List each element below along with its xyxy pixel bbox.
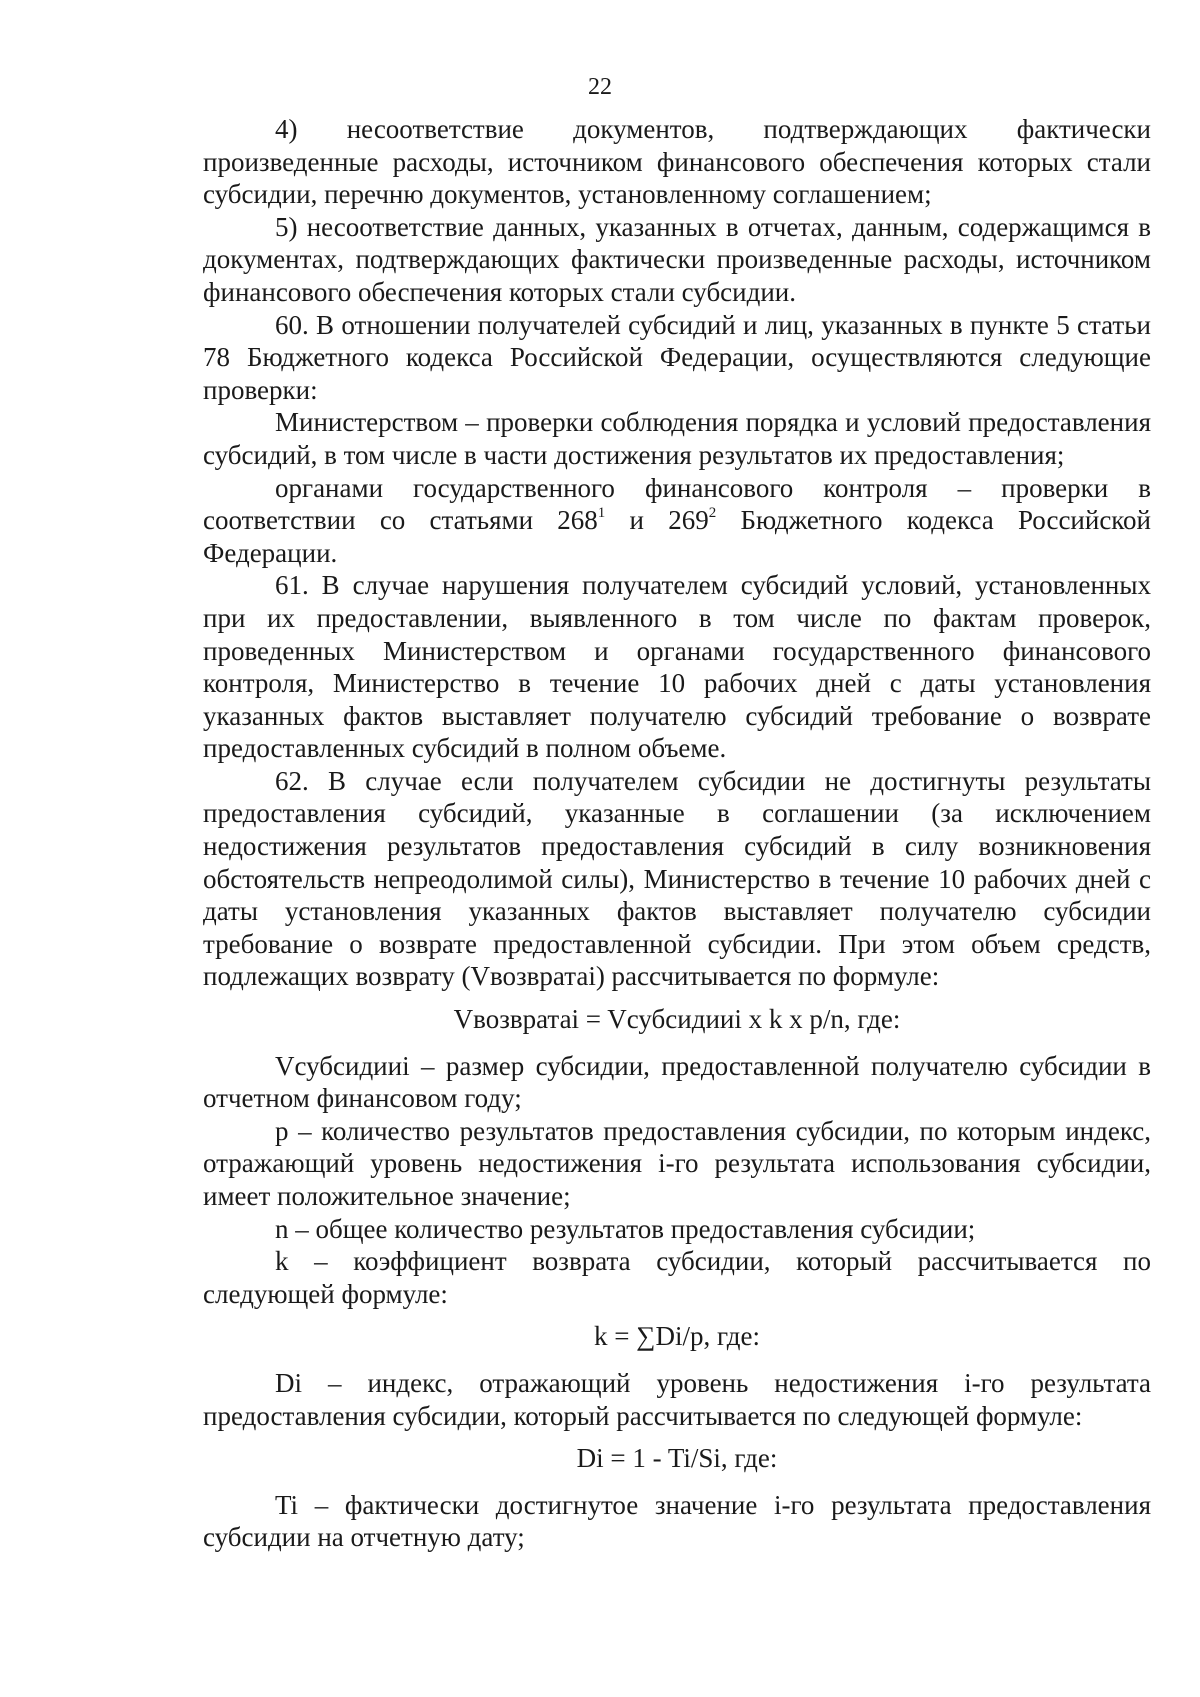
- definition-ti: Ti – фактически достигнутое значение i-го результата предоставления субсидии на отчетную дату;: [203, 1489, 1151, 1553]
- control-checks-text-3: Бюджетного кодекса Российской Федерации.: [203, 505, 1152, 568]
- formula-di: Di = 1 - Ti/Si, где:: [576, 1443, 778, 1474]
- definition-di: Di – индекс, отражающий уровень недостижения i-го результата предоставления субсидии, который рассчитывается по следующей формуле:: [203, 1367, 1151, 1431]
- paragraph-clause-60: 60. В отношении получателей субсидий и лиц, указанных в пункте 5 статьи 78 Бюджетного кодекса Российской Федерации, осуществляются следующие проверки:: [203, 309, 1151, 405]
- paragraph-item-4: 4) несоответствие документов, подтверждающих фактически произведенные расходы, источником финансового обеспечения которых стали субсидии, перечню документов, установленному соглашением;: [203, 114, 1151, 210]
- definition-v-subsidy: Vсубсидииi – размер субсидии, предоставленной получателю субсидии в отчетном финансовом году;: [203, 1050, 1151, 1114]
- definition-k: k – коэффициент возврата субсидии, который рассчитывается по следующей формуле:: [203, 1246, 1151, 1309]
- definition-p: p – количество результатов предоставления субсидии, по которым индекс, отражающий уровень недостижения i-го результата использования субсидии, имеет положительное значение;: [203, 1115, 1151, 1211]
- paragraph-ministry-checks: Министерством – проверки соблюдения порядка и условий предоставления субсидий, в том числе в части достижения результатов их предоставления;: [203, 407, 1151, 470]
- formula-k: k = ∑Di/p, где:: [594, 1321, 760, 1352]
- paragraph-item-5: 5) несоответствие данных, указанных в отчетах, данным, содержащимся в документах, подтверждающих фактически произведенные расходы, источником финансового обеспечения которых стали субсидии.: [203, 211, 1151, 307]
- control-checks-text-2: и 269: [605, 505, 709, 536]
- paragraph-clause-61: 61. В случае нарушения получателем субсидий условий, установленных при их предоставлении, выявленного в том числе по фактам проверок, проведенных Министерством и органами государственного финансового контроля, Министерство в течение 10 рабочих дней с даты установления указанных фактов выставляет получателю субсидий требование о возврате предоставленных субсидий в полном объеме.: [203, 570, 1151, 764]
- paragraph-control-checks: [203, 472, 1151, 570]
- document-body: [203, 113, 1151, 1554]
- page-number: 22: [588, 74, 612, 100]
- article-269-superscript: 2: [708, 505, 717, 522]
- article-268-superscript: 1: [597, 505, 606, 522]
- definition-n: n – общее количество результатов предоставления субсидии;: [275, 1213, 976, 1244]
- paragraph-clause-62: 62. В случае если получателем субсидии не достигнуты результаты предоставления субсидий, указанные в соглашении (за исключением недостижения результатов предоставления субсидий в силу возникновения обстоятельств непреодолимой силы), Министерство в течение 10 рабочих дней с даты установления указанных фактов выставляет получателю субсидии требование о возврате предоставленной субсидии. При этом объем средств, подлежащих возврату (Vвозвратаi) рассчитывается по формуле:: [203, 765, 1151, 992]
- control-checks-text-1: органами государственного финансового контроля – проверки в соответствии со статьями 268: [203, 472, 1151, 536]
- formula-return-volume: Vвозвратаi = Vсубсидииi x k x p/n, где:: [453, 1004, 901, 1035]
